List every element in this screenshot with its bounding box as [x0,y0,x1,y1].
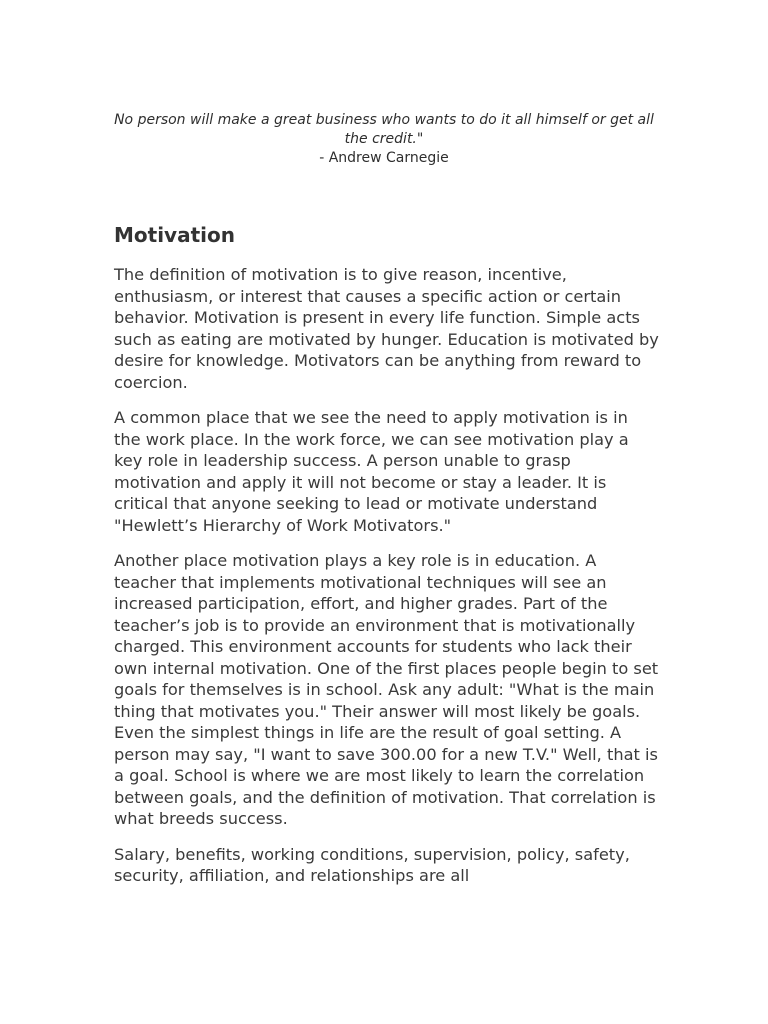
paragraph-workplace: A common place that we see the need to apply motivation is in the work place. In the work force, we can see motivation play a key role in leadership success. A person unable to grasp motivation and apply it will not become or stay a leader. It is critical that anyone seeking to lead or motivate understand "Hewlett’s Hierarchy of Work Motivators." [114,408,629,535]
paragraph-factors: Salary, benefits, working conditions, supervision, policy, safety, security, affiliation, and relationships are all [114,844,630,885]
quote-author: - Andrew Carnegie [319,150,449,166]
section-body [114,264,659,901]
paragraph-education: Another place motivation plays a key role is in education. A teacher that implements motivational techniques will see an increased participation, effort, and higher grades. Part of the teacher’s job is to provide an environment that is motivationally charged. This environment accounts for students who lack their own internal motivation. One of the first places people begin to set goals for themselves is in school. Ask any adult: "What is the main thing that motivates you." Their answer will most likely be goals. Even the simplest things in life are the result of goal setting. A person may say, "I want to save 300.00 for a new T.V." Well, that is a goal. School is where we are most likely to learn the correlation between goals, and the definition of motivation. That correlation is what breeds success. [114,551,659,828]
epigraph-quote [110,111,658,168]
quote-text: No person will make a great business who wants to do it all himself or get all the credit." [114,112,654,147]
section-heading: Motivation [114,223,235,247]
paragraph-definition: The definition of motivation is to give reason, incentive, enthusiasm, or interest that causes a specific action or certain behavior. Motivation is present in every life function. Simple acts such as eating are motivated by hunger. Education is motivated by desire for knowledge. Motivators can be anything from reward to coercion. [114,265,659,392]
